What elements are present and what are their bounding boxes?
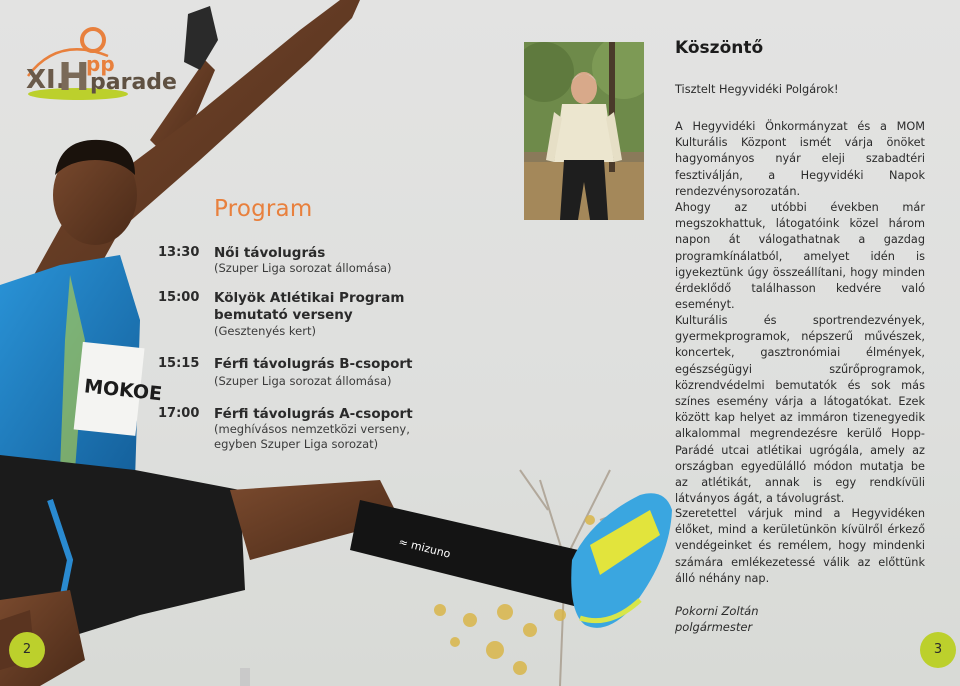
schedule-note: (meghívásos nemzetközi verseny, egyben Szuper Liga sorozat) — [214, 422, 410, 451]
schedule-title: Kölyök Atlétikai Program bemutató verseny — [214, 290, 405, 323]
schedule-title: Női távolugrás — [214, 245, 326, 261]
svg-text:≈ mizuno: ≈ mizuno — [397, 535, 452, 561]
greeting-paragraph: Szeretettel várjuk mind a Hegyvidéken élőket, mind a kerületünkön kívülről érkező vendégeinket és remélem, hogy mindenki számára emlékezetessé válik az előttünk álló néhány nap. — [675, 507, 925, 585]
schedule-time: 17:00 — [158, 406, 200, 421]
greeting-paragraph: Kulturális és sportrendezvények, gyermekprogramok, népszerű művészek, koncertek, gasztronómiai élmények, egészségügyi szűrőprogramok, közrendvédelmi bemutatók és sok más színes esemény várja a látogatókat. Ezek között kap helyet az immáron tizenegyedik alkalommal megrendezésre kerülő Hopp-Parádé utcai atlétikai ugrógála, amely az országban egyedülálló módon mutatja be az atlétikát, annak is egy rendkívüli látványos ágát, a távolugrást. — [675, 314, 925, 506]
schedule-note: (Gesztenyés kert) — [214, 324, 316, 338]
schedule-note: (Szuper Liga sorozat állomása) — [214, 261, 392, 275]
schedule-time: 13:30 — [158, 245, 200, 260]
svg-text:pp: pp — [86, 52, 115, 76]
greeting-salutation: Tisztelt Hegyvidéki Polgárok! — [675, 83, 839, 96]
schedule-note: (Szuper Liga sorozat állomása) — [214, 374, 392, 388]
signature-role: polgármester — [675, 620, 753, 634]
greeting-paragraph: Ahogy az utóbbi években már megszokhattuk, látogatóink közel három napon át válogathatnak a gazdag programkínálatból, amelyet idén is igyekeztünk úgy összeállítani, hogy minden érdeklődő találhasson kedvére való eseményt. — [675, 201, 925, 312]
athlete-bib: MOKOE — [83, 375, 164, 406]
page-number-left: 2 — [9, 632, 45, 668]
schedule-title: Férfi távolugrás B-csoport — [214, 356, 413, 372]
schedule-time: 15:00 — [158, 290, 200, 305]
signature-name: Pokorni Zoltán — [675, 604, 759, 618]
schedule-title: Férfi távolugrás A-csoport — [214, 406, 413, 422]
greeting-title: Köszöntő — [675, 38, 764, 58]
svg-text:parade: parade — [90, 70, 177, 95]
page-number-right: 3 — [920, 632, 956, 668]
program-heading: Program — [214, 196, 313, 222]
schedule-time: 15:15 — [158, 356, 200, 371]
svg-text:XI.: XI. — [26, 65, 66, 95]
svg-text:H: H — [58, 55, 90, 99]
greeting-paragraph: A Hegyvidéki Önkormányzat és a MOM Kulturális Központ ismét várja önöket hagyományos nyár eleji szabadtéri fesztiválján, a Hegyvidéki Napok rendezvénysorozatán. — [675, 120, 925, 198]
mayor-portrait — [524, 42, 644, 220]
